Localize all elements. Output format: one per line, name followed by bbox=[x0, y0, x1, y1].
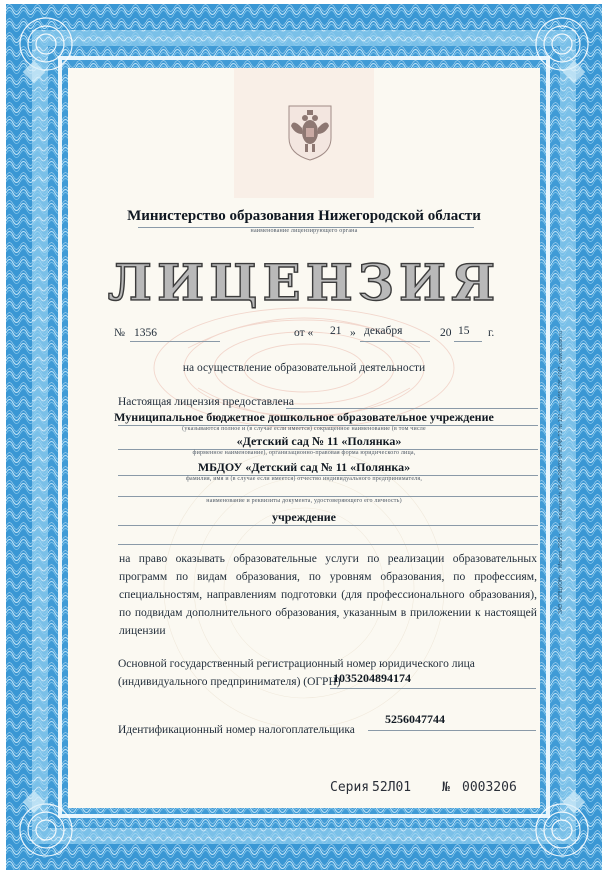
date-prefix: от « bbox=[294, 327, 314, 339]
license-number: 1356 bbox=[134, 327, 157, 339]
licensing-body-caption: наименование лицензирующего органа bbox=[250, 228, 358, 234]
date-month: декабря bbox=[364, 325, 403, 337]
coat-of-arms-icon bbox=[285, 104, 335, 162]
brand-name: «Детский сад № 11 «Полянка» bbox=[236, 434, 402, 448]
document-title: ЛИЦЕНЗИЯ bbox=[107, 253, 501, 312]
id-document-caption: наименование и реквизиты документа, удостоверяющего его личность) bbox=[206, 498, 402, 504]
license-certificate bbox=[6, 4, 602, 870]
series-value: 52Л01 bbox=[372, 780, 412, 795]
underline bbox=[360, 341, 430, 342]
underline bbox=[286, 408, 538, 409]
underline bbox=[454, 341, 482, 342]
short-name: МБДОУ «Детский сад № 11 «Полянка» bbox=[197, 460, 411, 474]
underline bbox=[118, 525, 538, 526]
brand-name-caption: фирменное наименование), организационно-правовая форма юридического лица, bbox=[192, 450, 416, 456]
date-year-suffix: 15 bbox=[458, 325, 470, 337]
blank-number-label: № bbox=[442, 780, 450, 795]
date-mid: » bbox=[350, 327, 356, 339]
document-field bbox=[68, 68, 540, 808]
date-day: 21 bbox=[330, 325, 342, 337]
underline bbox=[368, 730, 536, 731]
org-form: учреждение bbox=[271, 510, 337, 524]
ogrn-label-line1: Основной государственный регистрационный номер юридического лица bbox=[118, 658, 475, 670]
underline bbox=[118, 544, 538, 545]
date-year-prefix: 20 bbox=[440, 327, 452, 339]
ogrn-value: 1035204894174 bbox=[333, 671, 411, 685]
date-year-unit: г. bbox=[488, 327, 495, 339]
inn-label: Идентификационный номер налогоплательщика bbox=[118, 724, 355, 736]
number-label: № bbox=[114, 327, 125, 339]
blank-number: 0003206 bbox=[462, 780, 517, 795]
rights-text: на право оказывать образовательные услуги по реализации образовательных программ по видам образования, по уровням образования, по профессиям, специальностям, направлениям подготовки (для профессионального образования), по подвидам дополнительного образования, указанным в приложении к настоящей лицензии bbox=[119, 552, 537, 637]
underline bbox=[130, 341, 220, 342]
full-name: Муниципальное бюджетное дошкольное образовательное учреждение bbox=[114, 410, 494, 424]
printer-note: ЗАО «ОПЦИОН», г. Москва, 2015 г. «В», лицензия № 05-05-09/003 ФНС РФ, ТЗ № 122, тел. (495) 726-4742, www.opcion.ru bbox=[558, 331, 564, 614]
granted-label: Настоящая лицензия предоставлена bbox=[118, 396, 294, 408]
underline bbox=[118, 496, 538, 497]
purpose: на осуществление образовательной деятельности bbox=[182, 362, 426, 374]
series-label: Серия bbox=[330, 780, 370, 795]
underline bbox=[330, 688, 536, 689]
short-name-caption: фамилия, имя и (в случае если имеется) отчество индивидуального предпринимателя, bbox=[185, 476, 423, 482]
licensing-body: Министерство образования Нижегородской области bbox=[127, 208, 481, 224]
full-name-caption: (указываются полное и (в случае если имеется) сокращенное наименование (в том числе bbox=[182, 426, 426, 432]
ogrn-label-line2: (индивидуального предпринимателя) (ОГРН) bbox=[118, 676, 341, 688]
inn-value: 5256047744 bbox=[385, 712, 445, 726]
